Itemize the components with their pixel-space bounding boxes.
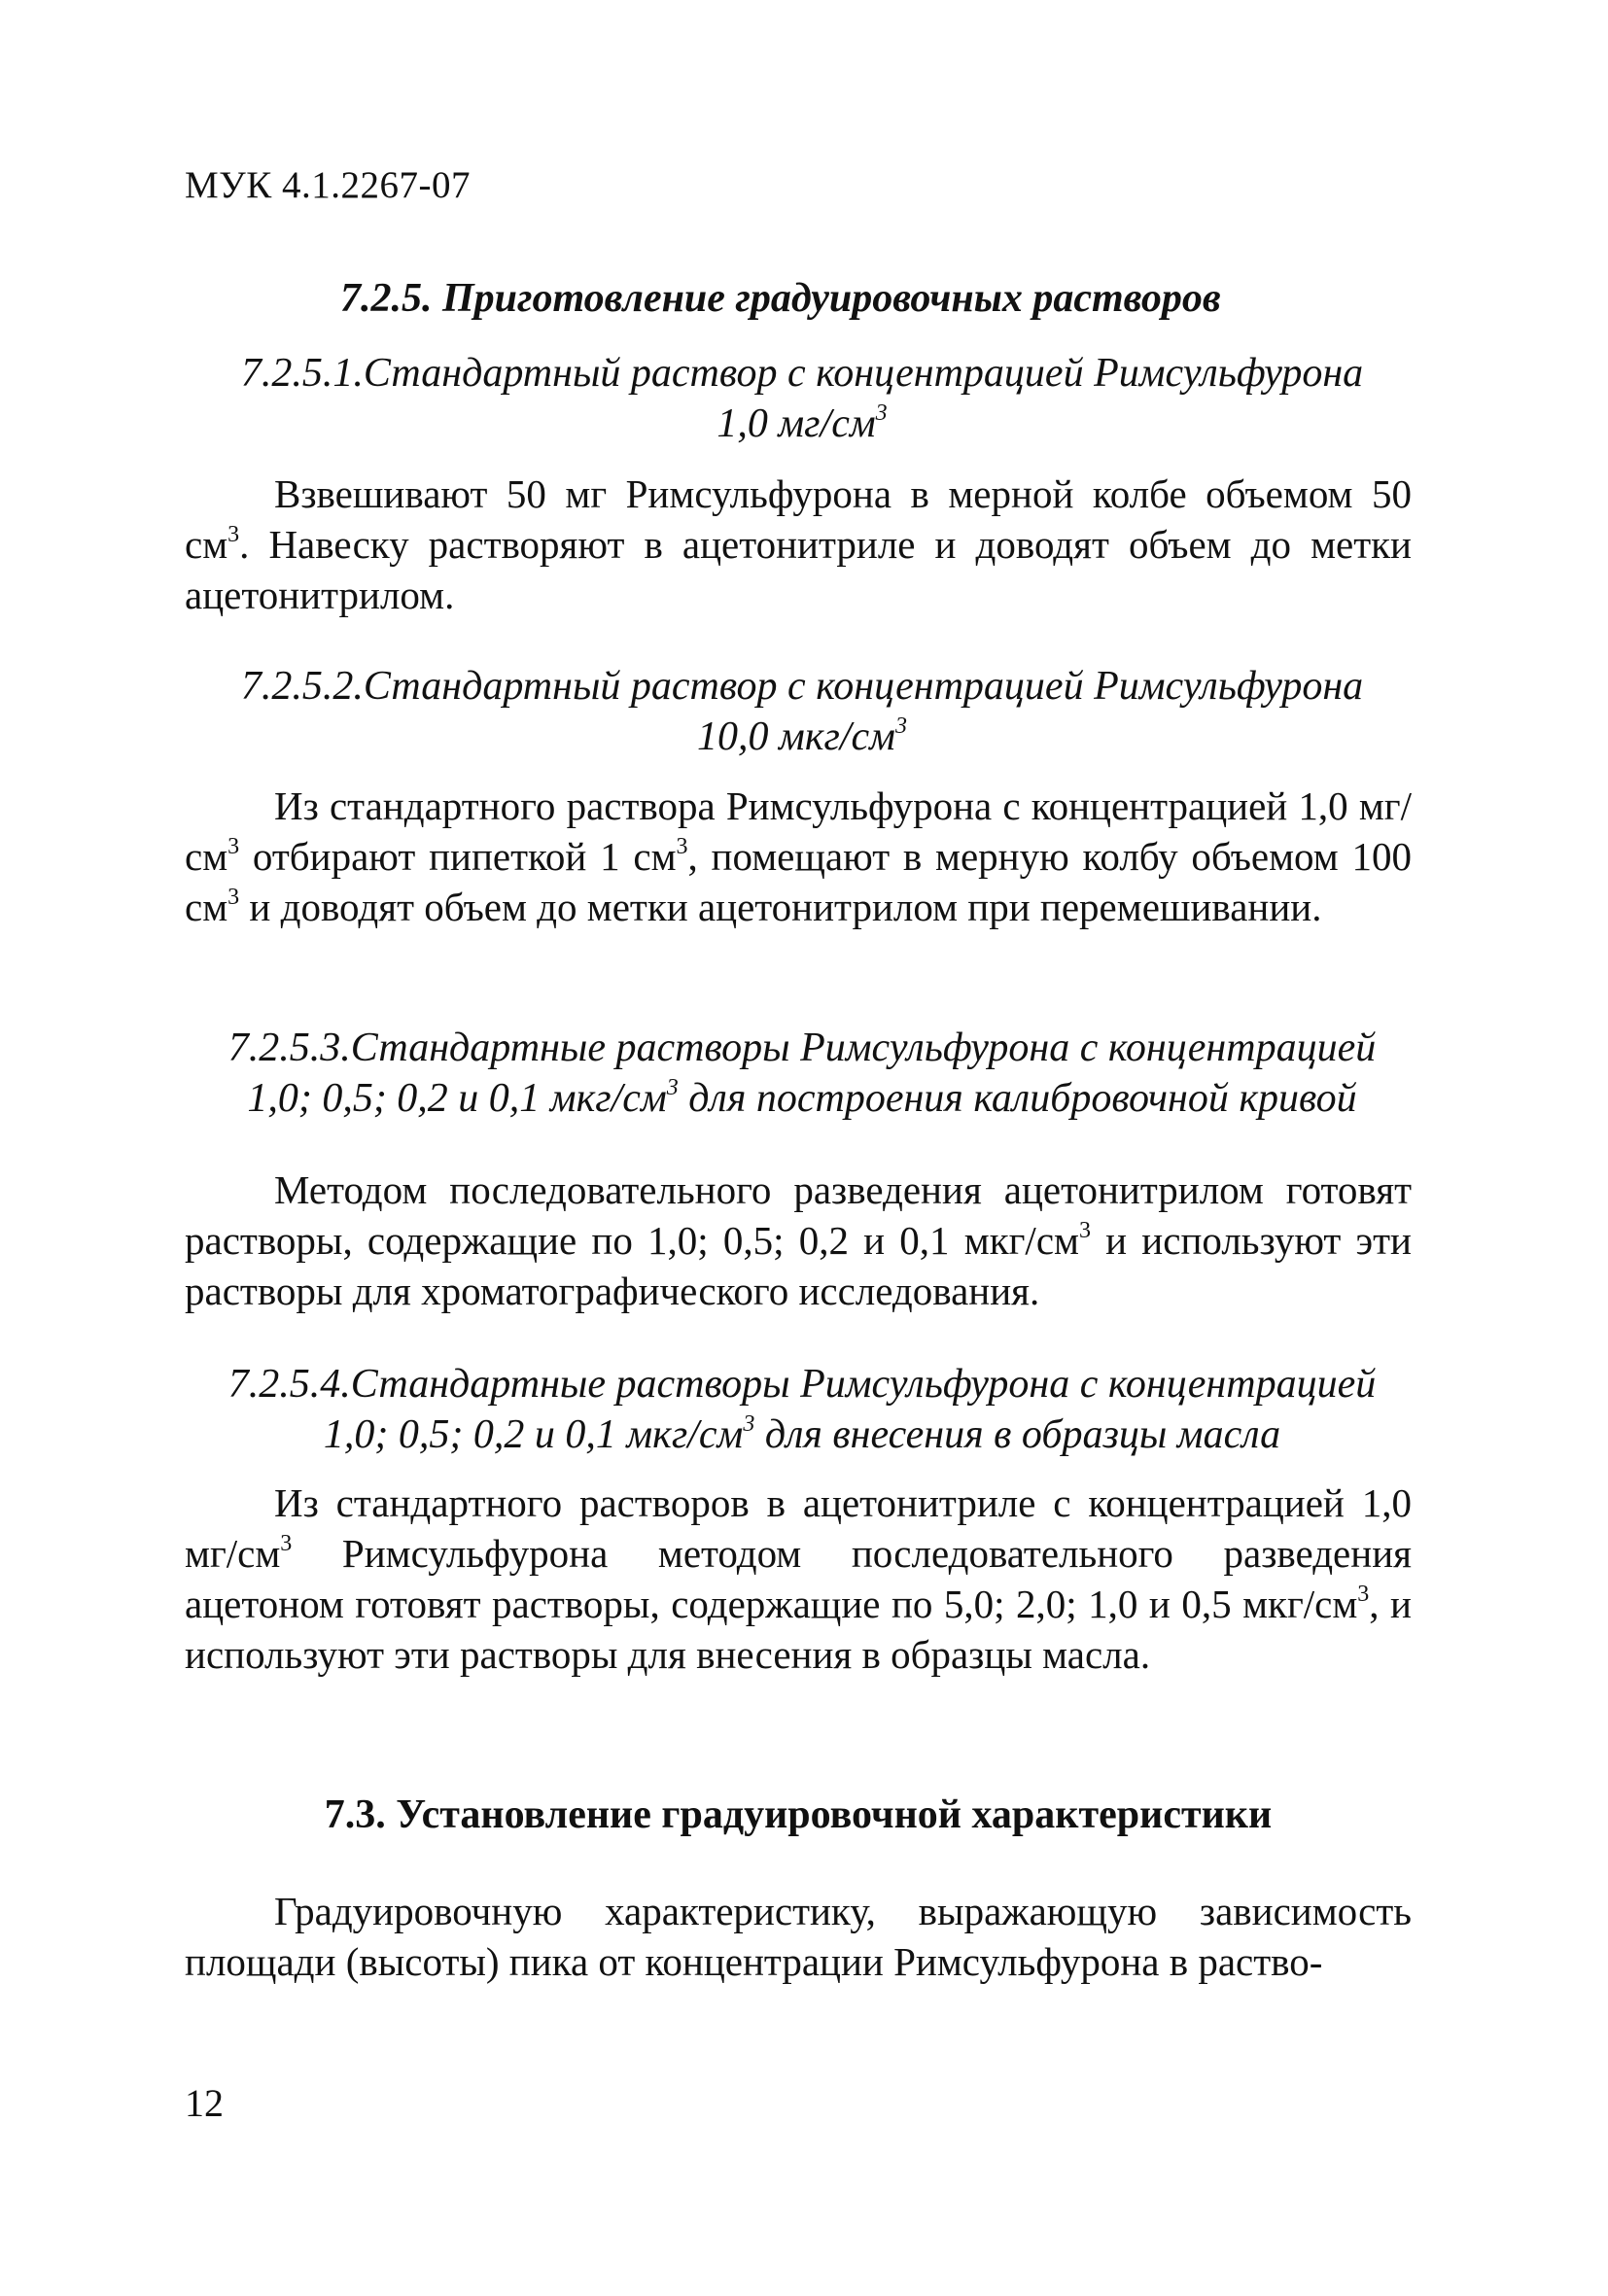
section-7-2-5-1-title-line1: 7.2.5.1.Стандартный раствор с концентрацией Римсульфурона <box>240 351 1364 396</box>
section-7-3-paragraph: Градуировочную характеристику, выражающую зависимость площади (высоты) пика от концентрации Римсульфурона в раство- <box>185 1889 1412 1984</box>
section-7-2-5-1-paragraph: Взвешивают 50 мг Римсульфурона в мерной колбе объемом 50 $см^3$. Навеску растворяют в ацетонитриле и доводят объем до метки ацетонитрилом. <box>185 471 1412 617</box>
section-7-2-5-3-title-line1: 7.2.5.3.Стандартные растворы Римсульфурона с концентрацией <box>227 1026 1377 1070</box>
section-7-2-5-4-paragraph: Из стандартного растворов в ацетонитриле с концентрацией 1,0 $мг/см^3$ Римсульфурона методом последовательного разведения ацетоном готовят растворы, содержащие по 5,0; 2,0; 1,0 и 0,5 мкг/$см^3$, и используют эти растворы для внесения в образцы масла. <box>185 1480 1412 1677</box>
section-7-2-5-2-title-line1: 7.2.5.2.Стандартный раствор с концентрацией Римсульфурона <box>240 664 1364 709</box>
section-7-2-5-1-title <box>194 348 1410 449</box>
section-7-2-5-2-title <box>194 661 1410 762</box>
section-7-2-5-3-paragraph: Методом последовательного разведения ацетонитрилом готовят растворы, содержащие по 1,0; 0,5; 0,2 и 0,1 мкг/$см^3$ и используют эти растворы для хроматографического исследования. <box>185 1167 1412 1313</box>
section-7-3-title: 7.3. Установление градуировочной характеристики <box>324 1792 1273 1837</box>
section-7-2-5-4-title-line1: 7.2.5.4.Стандартные растворы Римсульфурона с концентрацией <box>227 1362 1377 1407</box>
section-7-2-5-3-title <box>194 1023 1410 1124</box>
document-code: МУК 4.1.2267-07 <box>185 164 472 206</box>
section-7-2-5-2-title-line2: 10,0 мкг/$см^3$ <box>697 713 907 759</box>
section-7-2-5-4-title-line2: 1,0; 0,5; 0,2 и 0,1 мкг/$см^3$ для внесения в образцы масла <box>323 1411 1281 1457</box>
section-7-2-5-2-paragraph: Из стандартного раствора Римсульфурона с концентрацией 1,0 $мг/см^3$ отбирают пипеткой 1 $см^3$, помещают в мерную колбу объемом 100 $см^3$ и доводят объем до метки ацетонитрилом при перемешивании. <box>185 783 1412 929</box>
section-7-2-5-title: 7.2.5. Приготовление градуировочных растворов <box>340 276 1221 321</box>
section-7-2-5-3-title-line2: 1,0; 0,5; 0,2 и 0,1 мкг/$см^3$ для построения калибровочной кривой <box>247 1075 1357 1121</box>
section-7-2-5-1-title-line2: 1,0 $мг/см^3$ <box>717 400 888 446</box>
page-number: 12 <box>185 2081 224 2125</box>
section-7-2-5-4-title <box>194 1359 1410 1460</box>
